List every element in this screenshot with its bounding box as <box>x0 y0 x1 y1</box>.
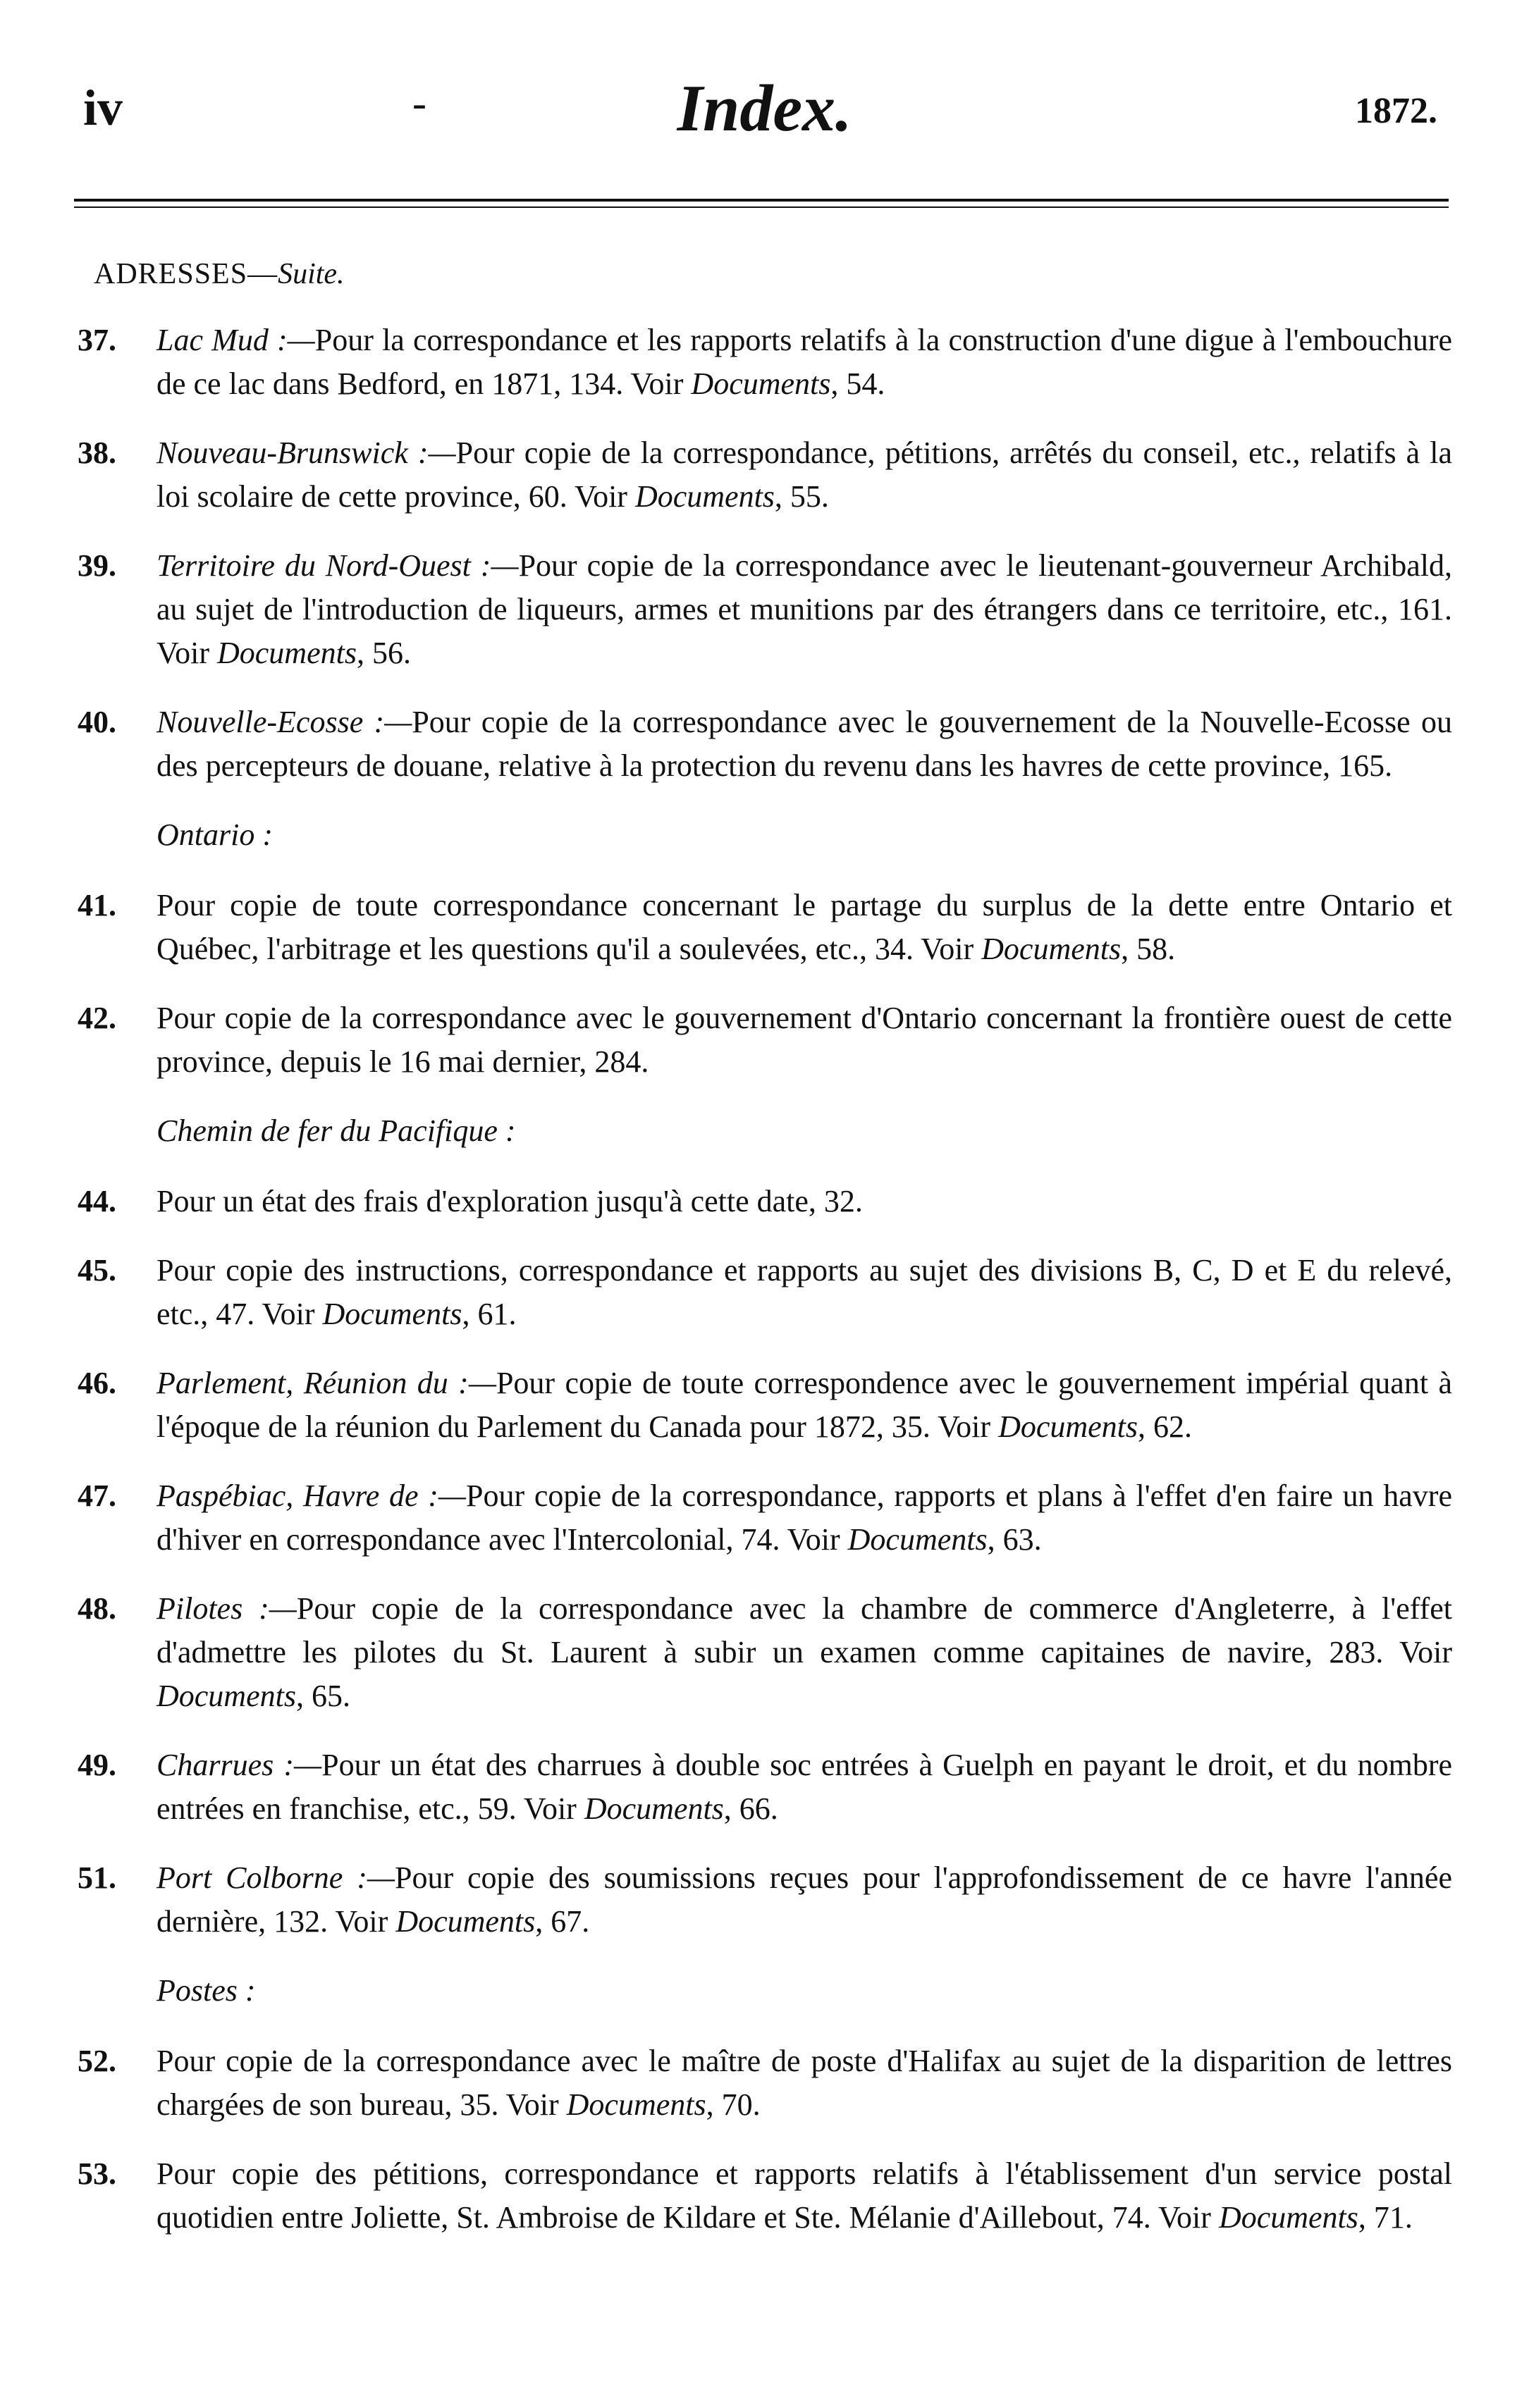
entry-number: 38. <box>78 436 116 470</box>
index-entry <box>78 1249 1452 1336</box>
index-entry <box>78 1856 1452 1944</box>
entry-separator: :— <box>363 705 412 739</box>
entry-doc-ref: Documents <box>566 2087 706 2122</box>
entry-separator: :— <box>418 1478 467 1513</box>
entry-text: Pour un état des charrues à double soc entrées à Guelph en payant le droit, et du nombre entrées en franchise, etc., 59. Voir <box>156 1748 1452 1826</box>
entry-doc-number: , 58. <box>1121 932 1176 966</box>
entry-subject: Territoire du Nord-Ouest <box>156 548 471 583</box>
entry-text: Pour copie de la correspondance avec le gouvernement d'Ontario concernant la frontière ouest de cette province, depuis le 16 mai dernier, 284. <box>156 1001 1452 1079</box>
page-title: Index. <box>677 72 852 145</box>
entry-number: 47. <box>78 1478 116 1513</box>
entry-number: 39. <box>78 548 116 583</box>
entry-separator: :— <box>242 1591 297 1626</box>
entry-number: 53. <box>78 2156 116 2191</box>
entry-text: Pour la correspondance et les rapports relatifs à la construction d'une digue à l'embouchure de ce lac dans Bedford, en 1871, 134. Voir <box>156 323 1453 401</box>
entry-doc-number: , 61. <box>462 1297 517 1331</box>
index-entry <box>78 996 1452 1084</box>
entry-number: 49. <box>78 1748 116 1782</box>
index-entry <box>78 1587 1452 1718</box>
entry-number: 40. <box>78 705 116 739</box>
entry-doc-number: , 67. <box>535 1904 590 1939</box>
entry-number: 52. <box>78 2044 116 2078</box>
index-entries <box>78 319 1452 2265</box>
index-entry <box>78 544 1452 675</box>
entry-subject: Nouveau-Brunswick <box>156 436 408 470</box>
entry-text: Pour copie de la correspondance, rapports et plans à l'effet d'en faire un havre d'hiver en correspondance avec l'Intercolonial, 74. Voir <box>156 1478 1452 1557</box>
subhead-postes: Postes : <box>156 1973 256 2008</box>
entry-text: Pour copie des soumissions reçues pour l'approfondissement de ce havre l'année dernière, 132. Voir <box>156 1860 1452 1939</box>
entry-subject: Port Colborne <box>156 1860 343 1895</box>
index-entry <box>78 2039 1452 2127</box>
entry-text: Pour copie de toute correspondance concernant le partage du surplus de la dette entre Ontario et Québec, l'arbitrage et les questions qu'il a soulevées, etc., 34. Voir <box>156 888 1452 966</box>
entry-text: Pour un état des frais d'exploration jusqu'à cette date, 32. <box>156 1184 863 1218</box>
entry-doc-ref: Documents <box>395 1904 536 1939</box>
entry-subject: Pilotes <box>156 1591 243 1626</box>
subhead-chemin-de-fer: Chemin de fer du Pacifique : <box>156 1113 516 1148</box>
entry-separator: :— <box>274 1748 322 1782</box>
entry-doc-number: , 65. <box>295 1679 350 1713</box>
entry-doc-number: , 70. <box>706 2087 761 2122</box>
entry-text: Pour copie de la correspondance avec la chambre de commerce d'Angleterre, à l'effet d'admettre les pilotes du St. Laurent à subir un examen comme capitaines de navire, 283. Voir <box>156 1591 1452 1669</box>
index-entry <box>78 1474 1452 1562</box>
header-rule-thick <box>74 199 1449 202</box>
entry-text: Pour copie de la correspondance avec le gouvernement de la Nouvelle-Ecosse ou des percepteurs de douane, relative à la protection du revenu dans les havres de cette province, 165. <box>156 705 1452 783</box>
entry-doc-number: , 71. <box>1358 2200 1413 2235</box>
entry-text: Pour copie des pétitions, correspondance et rapports relatifs à l'établissement d'un service postal quotidien entre Joliette, St. Ambroise de Kildare et Ste. Mélanie d'Aillebout, 74. Voir <box>156 2156 1452 2235</box>
index-entry <box>78 700 1452 788</box>
entry-subject: Paspébiac, Havre de <box>156 1478 419 1513</box>
section-suffix: Suite. <box>278 258 345 290</box>
entry-number: 42. <box>78 1001 116 1035</box>
entry-separator: :— <box>448 1366 496 1400</box>
entry-doc-number: , 54. <box>830 366 885 401</box>
entry-separator: :— <box>407 436 456 470</box>
entry-doc-number: , 62. <box>1138 1409 1193 1444</box>
subhead-ontario: Ontario : <box>156 817 273 852</box>
entry-doc-ref: Documents <box>216 636 357 670</box>
index-entry <box>78 319 1452 406</box>
entry-number: 37. <box>78 323 116 357</box>
entry-separator: :— <box>268 323 315 357</box>
entry-number: 44. <box>78 1184 116 1218</box>
entry-text: Pour copie des instructions, correspondance et rapports au sujet des divisions B, C, D et E du relevé, etc., 47. Voir <box>156 1253 1452 1331</box>
entry-subject: Nouvelle-Ecosse <box>156 705 364 739</box>
entry-subject: Charrues <box>156 1748 274 1782</box>
page-number: iv <box>83 80 123 136</box>
entry-text: Pour copie de la correspondance, pétitions, arrêtés du conseil, etc., relatifs à la loi scolaire de cette province, 60. Voir <box>156 436 1452 514</box>
entry-doc-ref: Documents <box>584 1791 724 1826</box>
section-heading: ADRESSES—Suite. <box>94 258 345 290</box>
entry-doc-ref: Documents <box>156 1679 296 1713</box>
entry-doc-ref: Documents <box>691 366 831 401</box>
entry-text: Pour copie de la correspondance avec le lieutenant-gouverneur Archibald, au sujet de l'introduction de liqueurs, armes et munitions par des étrangers dans ce territoire, etc., 161. Voir <box>156 548 1453 670</box>
entry-doc-ref: Documents <box>998 1409 1138 1444</box>
index-entry <box>78 2152 1452 2240</box>
entry-separator: :— <box>343 1860 395 1895</box>
entry-subject: Parlement, Réunion du <box>156 1366 448 1400</box>
entry-doc-ref: Documents <box>634 479 775 514</box>
index-entry <box>78 1362 1452 1449</box>
entry-doc-number: , 66. <box>723 1791 778 1826</box>
entry-doc-ref: Documents <box>847 1522 988 1557</box>
entry-doc-ref: Documents <box>322 1297 462 1331</box>
entry-doc-number: , 56. <box>356 636 411 670</box>
header-dash: - <box>412 80 426 126</box>
index-entry <box>78 884 1452 971</box>
entry-number: 45. <box>78 1253 116 1288</box>
index-entry <box>78 1180 1452 1223</box>
entry-doc-number: , 63. <box>987 1522 1042 1557</box>
entry-number: 48. <box>78 1591 116 1626</box>
entry-number: 51. <box>78 1860 116 1895</box>
entry-number: 41. <box>78 888 116 922</box>
page-header <box>0 0 1529 183</box>
entry-text: Pour copie de la correspondance avec le maître de poste d'Halifax au sujet de la disparition de lettres chargées de son bureau, 35. Voir <box>156 2044 1452 2122</box>
entry-number: 46. <box>78 1366 116 1400</box>
header-rule-thin <box>74 206 1449 208</box>
entry-subject: Lac Mud <box>156 323 269 357</box>
index-entry <box>78 1743 1452 1831</box>
entry-separator: :— <box>470 548 519 583</box>
entry-doc-ref: Documents <box>1218 2200 1358 2235</box>
entry-doc-number: , 55. <box>774 479 829 514</box>
index-entry <box>78 431 1452 519</box>
entry-doc-ref: Documents <box>981 932 1122 966</box>
entry-text: Pour copie de toute correspondence avec le gouvernement impérial quant à l'époque de la réunion du Parlement du Canada pour 1872, 35. Voir <box>156 1366 1452 1444</box>
page-year: 1872. <box>1355 91 1437 131</box>
section-title: ADRESSES <box>94 258 248 290</box>
